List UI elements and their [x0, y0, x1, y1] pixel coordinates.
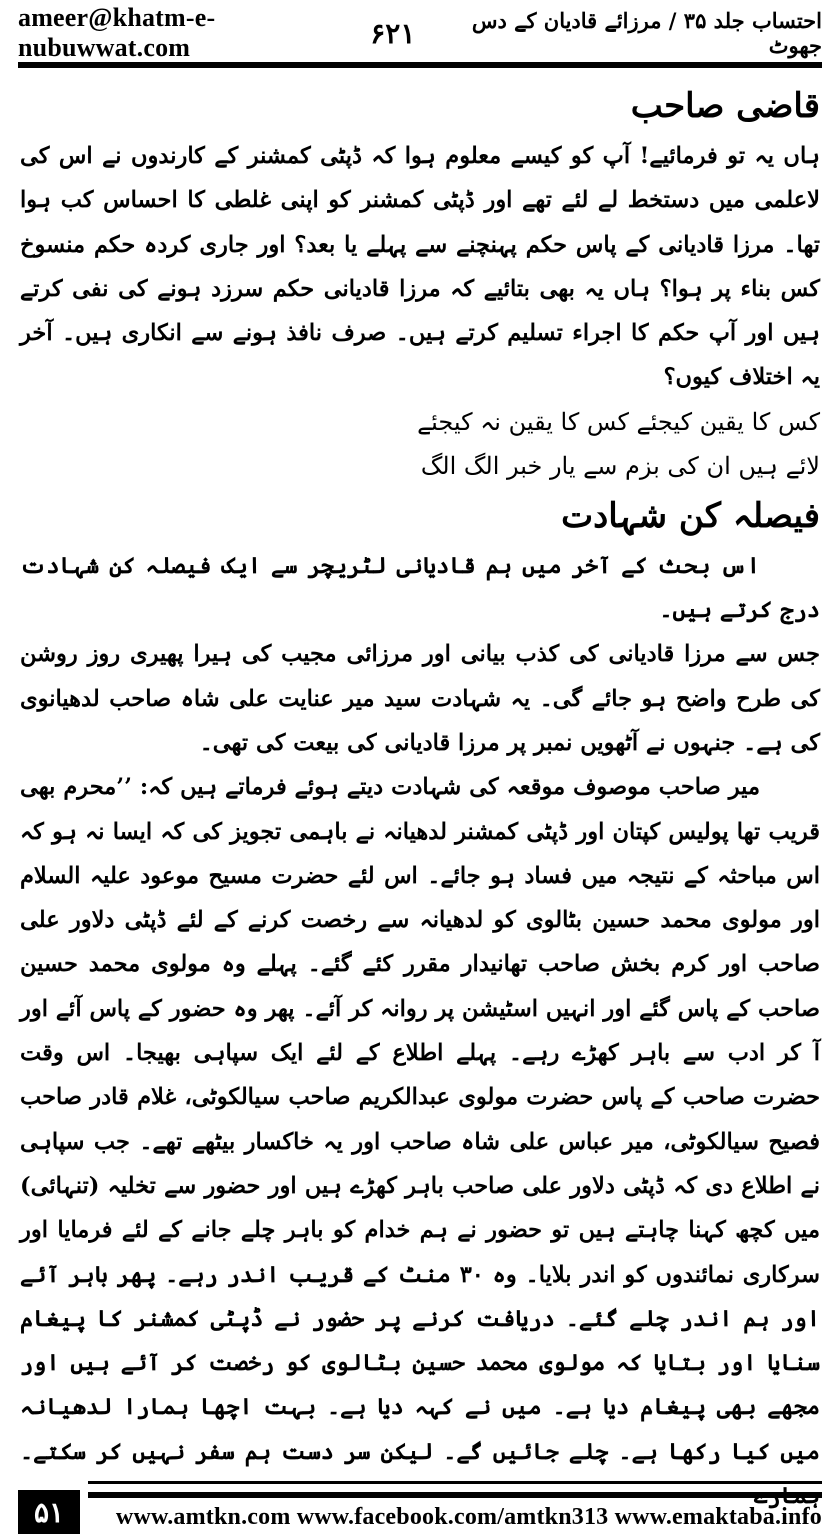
paragraph: اس بحث کے آخر میں ہم قادیانی لٹریچر سے ایک فیصلہ کن شہادت درج کرتے ہیں۔: [20, 552, 820, 624]
page-header: [18, 3, 822, 62]
section-heading-qazi-sahib: قاضی صاحب: [630, 86, 820, 126]
header-page-number: ۶۲۱: [370, 16, 416, 50]
paragraph: ہاں یہ تو فرمائیے! آپ کو کیسے معلوم ہوا کہ ڈپٹی کمشنر کے کارندوں نے اس کی لاعلمی میں دستخط لے لئے تھے اور ڈپٹی کمشنر کو اپنی غلطی کا احساس کب ہوا تھا۔ مرزا قادیانی کے پاس حکم پہنچنے سے پہلے یا بعد؟ اور جاری کردہ حکم منسوخ کس بناء پر ہوا؟ ہاں یہ بھی بتائیے کہ مرزا قادیانی حکم سرزد ہونے کی نفی کرتے ہیں اور آپ حکم کا اجراء تسلیم کرتے ہیں۔ صرف نافذ ہونے سے انکاری ہیں۔ آخر یہ اختلاف کیوں؟: [20, 143, 820, 391]
section-heading-faisla-kun-shahadat: فیصلہ کن شہادت: [561, 495, 820, 536]
footer-divider-thin: [88, 1481, 822, 1484]
header-divider: [18, 62, 822, 68]
paragraph: جس سے مرزا قادیانی کی کذب بیانی اور مرزائی مجیب کی ہیرا پھیری روز روشن کی طرح واضح ہو جائے گی۔ یہ شہادت سید میر عنایت علی شاہ صاحب لدھیانوی کی ہے۔ جنہوں نے آٹھویں نمبر پر مرزا قادیانی کی بیعت کی تھی۔: [20, 641, 820, 756]
page-body: [20, 78, 820, 1468]
header-title-group: [370, 8, 822, 58]
paragraph: میر صاحب موصوف موقعہ کی شہادت دیتے ہوئے فرماتے ہیں کہ: ’’محرم بھی قریب تھا پولیس کپتان اور ڈپٹی کمشنر لدھیانہ نے باہمی تجویز کی کہ ایسا نہ ہو کہ اس مباحثہ کے نتیجہ میں فساد ہو جائے۔ اس لئے حضرت مسیح موعود علیہ السلام اور مولوی محمد حسین بٹالوی کو لدھیانہ سے رخصت کرنے کے لئے ڈپٹی دلاور علی صاحب اور کرم بخش صاحب تھانیدار مقرر کئے گئے۔ پہلے وہ مولوی محمد حسین صاحب کے پاس گئے اور انہیں اسٹیشن پر روانہ کر آئے۔ پھر وہ حضور کے پاس آئے اور آ کر ادب سے باہر کھڑے رہے۔ پہلے اطلاع کے لئے ایک سپاہی بھیجا۔ اس وقت حضرت صاحب کے پاس حضرت مولوی عبدالکریم صاحب سیالکوٹی، غلام قادر صاحب فصیح سیالکوٹی، میر عباس علی شاہ صاحب اور یہ خاکسار بیٹھے تھے۔ جب سپاہی نے اطلاع دی کہ ڈپٹی دلاور علی صاحب باہر کھڑے ہیں اور حضور سے تخلیہ (تنہائی) میں کچھ کہنا چاہتے ہیں تو حضور نے ہم خدام کو باہر چلے جانے کے لئے فرمایا اور سرکاری نمائندوں کو اندر بلایا۔ وہ ۳۰ منٹ کے قریب اندر رہے۔ پھر باہر آئے اور ہم اندر چلے گئے۔ دریافت کرنے پر حضور نے ڈپٹی کمشنر کا پیغام سنایا اور بتایا کہ مولوی محمد حسین بٹالوی کو رخصت کر آئے ہیں اور مجھے بھی پیغام دیا ہے۔ میں نے کہہ دیا ہے۔ بہت اچھا ہمارا لدھیانہ میں کیا رکھا ہے۔ چلے جائیں گے۔ لیکن سر دست ہم سفر نہیں کر سکتے۔: [20, 774, 821, 1465]
footer-divider-thick: [88, 1492, 822, 1498]
couplet-line: کس کا یقین کیجئے کس کا یقین نہ کیجئے: [417, 407, 820, 436]
couplet-line: لائے ہیں ان کی بزم سے یار خبر الگ الگ: [420, 451, 820, 480]
footer-links[interactable]: www.amtkn.com www.facebook.com/amtkn313 www.emaktaba.info: [115, 1503, 822, 1530]
header-email[interactable]: ameer@khatm-e-nubuwwat.com: [18, 3, 216, 62]
header-book-title: احتساب جلد ۳۵ / مرزائے قادیان کے دس جھوٹ: [471, 8, 822, 58]
footer-page-number: ۵۱: [18, 1490, 80, 1534]
